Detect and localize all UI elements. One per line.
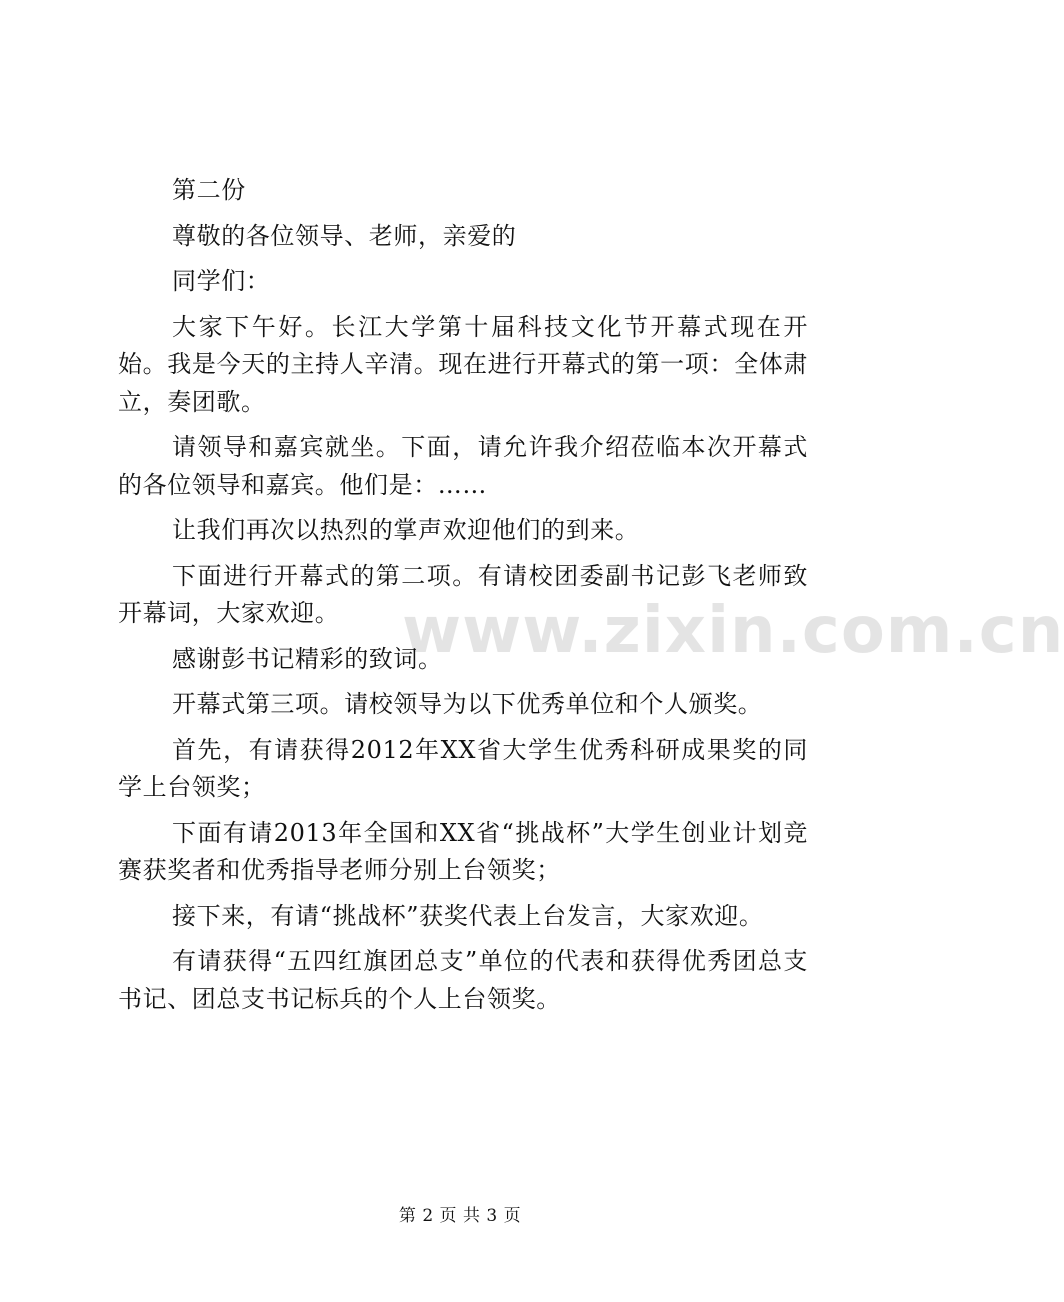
paragraph: 有请获得“五四红旗团总支”单位的代表和获得优秀团总支书记、团总支书记标兵的个人上台领奖。	[118, 947, 808, 1013]
paragraph: 请领导和嘉宾就坐。下面，请允许我介绍莅临本次开幕式的各位领导和嘉宾。他们是：……	[118, 433, 808, 499]
paragraph: 下面有请2013年全国和XX省“挑战杯”大学生创业计划竞赛获奖者和优秀指导老师分别上台领奖；	[118, 818, 808, 884]
paragraph: 第二份	[172, 176, 246, 204]
paragraph: 感谢彭书记精彩的致词。	[172, 644, 443, 673]
page-footer	[0, 1201, 920, 1226]
paragraph: 接下来，有请“挑战杯”获奖代表上台发言，大家欢迎。	[172, 901, 764, 930]
paragraph: 同学们：	[172, 267, 271, 295]
page-indicator: 第 2 页 共 3 页	[398, 1206, 522, 1226]
paragraph: 下面进行开幕式的第二项。有请校团委副书记彭飞老师致开幕词，大家欢迎。	[118, 561, 808, 627]
paragraph: 尊敬的各位领导、老师，亲爱的	[172, 221, 517, 250]
paragraph: 首先，有请获得2012年XX省大学生优秀科研成果奖的同学上台领奖；	[118, 735, 808, 801]
paragraph: 开幕式第三项。请校领导为以下优秀单位和个人颁奖。	[172, 690, 763, 718]
paragraph: 让我们再次以热烈的掌声欢迎他们的到来。	[172, 516, 640, 544]
document-body	[118, 172, 808, 1026]
watermark: www.zixin.com.cn	[402, 594, 1064, 668]
paragraph: 大家下午好。长江大学第十届科技文化节开幕式现在开始。我是今天的主持人辛清。现在进行开幕式的第一项：全体肃立，奏团歌。	[118, 312, 808, 416]
